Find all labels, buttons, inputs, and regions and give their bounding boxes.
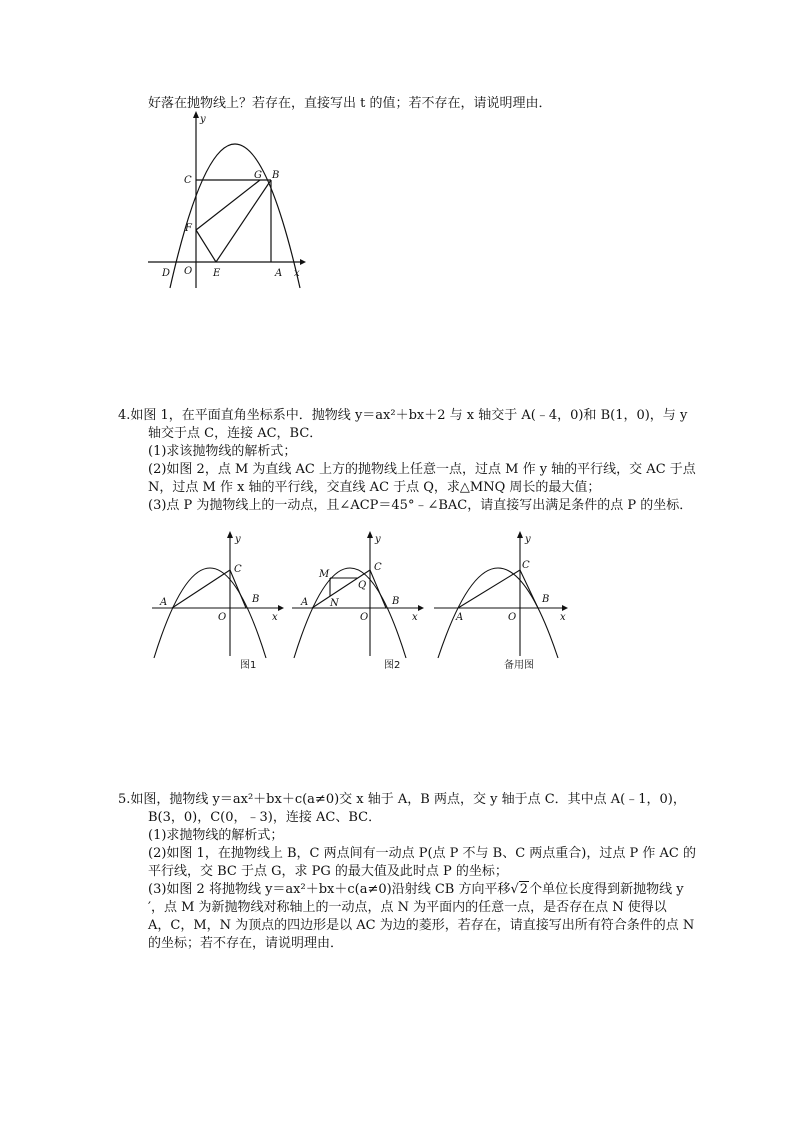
q4f2-label-b: B	[392, 596, 400, 607]
q3-y-arrow	[193, 111, 199, 118]
q3-label-g: G	[254, 170, 262, 181]
q4f2-label-x: x	[412, 612, 418, 623]
q4f1-segment-ac	[172, 570, 230, 608]
q4f3-x-arrow	[562, 605, 568, 611]
q3-segment-fe	[196, 230, 216, 262]
q4f2-label-m: M	[319, 569, 330, 580]
q4f2-segment-cb	[370, 570, 386, 608]
q4-figure-1	[148, 528, 286, 673]
q4f3-label-a: A	[456, 612, 464, 623]
q5-sqrt-radicand: 2	[519, 882, 529, 897]
q5-part3d: 的坐标；若不存在，请说明理由．	[148, 936, 344, 951]
q4-line1: 4.如图 1，在平面直角坐标系中．抛物线 y＝ax²＋bx＋2 与 x 轴交于 A(﹣4，0)和 B(1，0)，与 y	[118, 408, 688, 423]
q4f2-label-o: O	[360, 612, 369, 623]
q5-sqrt: √2	[510, 882, 529, 897]
q4f3-y-arrow	[517, 531, 523, 538]
q3-label-x: x	[294, 268, 300, 279]
q4f3-caption: 备用图	[504, 660, 534, 671]
q3-label-a: A	[275, 268, 283, 279]
q4f3-label-b: B	[542, 594, 550, 605]
q3-label-o: O	[184, 266, 193, 277]
q3-tail-text: 好落在抛物线上？若存在，直接写出 t 的值；若不存在，请说明理由．	[148, 96, 552, 111]
q5-part3a-pre: (3)如图 2 将抛物线 y＝ax²＋bx＋c(a≠0)沿射线 CB 方向平移	[148, 882, 511, 897]
q4f3-segment-cb	[520, 570, 538, 608]
q4f2-label-n: N	[330, 598, 339, 609]
q4-part2b: N，过点 M 作 x 轴的平行线，交直线 AC 于点 Q，求△MNQ 周长的最大值；	[148, 480, 601, 495]
q5-line2: B(3，0)，C(0，﹣3)，连接 AC、BC．	[148, 810, 382, 825]
q4f2-label-c: C	[374, 562, 382, 573]
q4f2-label-a: A	[301, 597, 309, 608]
q5-line1: 5.如图，抛物线 y＝ax²＋bx＋c(a≠0)交 x 轴于 A，B 两点，交 y 轴于点 C．其中点 A(﹣1，0)，	[118, 792, 686, 807]
q4-figure-2	[288, 528, 426, 673]
q3-segment-fg	[196, 180, 260, 230]
q5-part2b: 平行线，交 BC 于点 G，求 PG 的最大值及此时点 P 的坐标；	[148, 864, 508, 879]
q4f2-parabola	[294, 568, 406, 658]
q4f1-label-x: x	[272, 612, 278, 623]
q4f2-x-arrow	[418, 605, 424, 611]
q4f3-label-o: O	[508, 612, 517, 623]
q4-line2: 轴交于点 C，连接 AC，BC．	[148, 426, 323, 441]
q3-label-f: F	[185, 223, 192, 234]
q3-figure	[140, 110, 310, 295]
q4f3-label-c: C	[522, 560, 530, 571]
q5-part3c: A，C，M，N 为顶点的四边形是以 AC 为边的菱形，若存在，请直接写出所有符合条件的点 N	[148, 918, 695, 933]
q5-part1: (1)求抛物线的解析式；	[148, 828, 284, 843]
q4f1-x-arrow	[278, 605, 284, 611]
q3-label-d: D	[162, 268, 171, 279]
q3-label-y: y	[200, 114, 206, 125]
q4-part3: (3)点 P 为抛物线上的一动点，且∠ACP＝45°﹣∠BAC，请直接写出满足条件的点 P 的坐标．	[148, 498, 693, 513]
q4-figure-spare	[430, 528, 572, 673]
q4f1-label-b: B	[252, 594, 260, 605]
q5-part3b: ′，点 M 为新抛物线对称轴上的一动点，点 N 为平面内的任意一点，是否存在点 N 使得以	[148, 900, 667, 915]
q5-part3a-post: 个单位长度得到新抛物线 y	[529, 882, 684, 897]
q4f3-label-x: x	[560, 612, 566, 623]
q4f1-label-a: A	[160, 597, 168, 608]
q3-label-c: C	[184, 175, 192, 186]
q4-part1: (1)求该抛物线的解析式；	[148, 444, 297, 459]
q4f1-parabola	[154, 568, 266, 658]
q4f1-label-o: O	[218, 612, 227, 623]
q4f2-caption: 图2	[384, 660, 401, 671]
q4f3-segment-ac	[458, 570, 520, 608]
q5-part3a	[148, 882, 684, 898]
q4f1-label-y: y	[235, 534, 241, 545]
q4-part2a: (2)如图 2，点 M 为直线 AC 上方的抛物线上任意一点，过点 M 作 y 轴的平行线，交 AC 于点	[148, 462, 696, 477]
q4f2-y-arrow	[367, 531, 373, 538]
q4f2-label-q: Q	[358, 580, 367, 591]
q3-label-b: B	[272, 170, 280, 181]
q4f1-y-arrow	[227, 531, 233, 538]
q3-x-arrow	[300, 259, 306, 265]
q4f1-segment-cb	[230, 570, 246, 608]
q4f2-label-y: y	[375, 534, 381, 545]
q4f3-label-y: y	[525, 534, 531, 545]
q3-label-e: E	[213, 268, 221, 279]
q5-part2a: (2)如图 1，在抛物线上 B，C 两点间有一动点 P(点 P 不与 B、C 两点重合)，过点 P 作 AC 的	[148, 846, 696, 861]
q4f1-label-c: C	[234, 564, 242, 575]
q4f1-caption: 图1	[240, 660, 257, 671]
